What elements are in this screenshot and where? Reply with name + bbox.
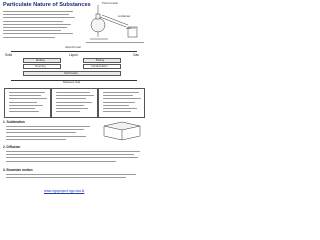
state-change-chart: [3, 46, 146, 86]
brownian-text: [6, 174, 144, 180]
table-col-solid: [4, 88, 51, 118]
footer-link[interactable]: www.ngoproject.ngo.cba.lk: [44, 189, 85, 193]
process-melting-label: Melting: [36, 59, 45, 62]
section-diffusion-heading: 2. Diffusion: [3, 145, 21, 149]
text-line: [3, 17, 75, 18]
text-line: [3, 37, 55, 38]
text-line: [3, 27, 67, 28]
thermometer-label: Thermometer: [102, 2, 119, 5]
process-condensation-label: Condensation: [91, 65, 108, 68]
condenser-label: condenser: [118, 15, 131, 18]
diagram-caption-line: [86, 42, 144, 43]
text-line: [3, 14, 69, 15]
process-boiling-label: Boiling: [96, 59, 105, 62]
absorbs-heat-label: Absorbs heat: [65, 46, 81, 49]
process-sublimation-label: Sublimation: [64, 72, 79, 75]
process-sublimation: [23, 71, 121, 76]
page-title: [3, 3, 91, 9]
text-line: [3, 24, 71, 25]
process-freezing: [23, 64, 61, 69]
state-gas: Gas: [133, 53, 139, 57]
water-in-label: water in: [126, 27, 136, 30]
section-sublimation-heading: 1. Sublimation: [3, 120, 25, 124]
text-line: [3, 30, 61, 31]
process-freezing-label: Freezing: [35, 65, 46, 68]
section-brownian-heading: 3. Brownian motion: [3, 168, 33, 172]
text-line: [3, 21, 63, 22]
intro-text-block: [3, 11, 77, 40]
sublimation-text: [6, 126, 94, 142]
diffusion-text: [6, 151, 144, 164]
text-line: [3, 11, 73, 12]
table-col-gas: [98, 88, 145, 118]
comparison-table: [4, 88, 145, 118]
absorbs-heat-arrow: [11, 51, 137, 52]
title-text: Particulate Nature of Substances: [3, 2, 91, 8]
process-condensation: [83, 64, 121, 69]
distillation-diagram: [80, 3, 146, 41]
table-col-liquid: [51, 88, 98, 118]
sublimation-diagram: [100, 120, 145, 142]
state-solid: Solid: [5, 53, 13, 57]
process-melting: [23, 58, 61, 63]
releases-heat-label: Releases heat: [63, 80, 81, 84]
state-liquid: Liquid: [69, 53, 78, 57]
process-boiling: [83, 58, 121, 63]
text-line: [3, 33, 73, 34]
